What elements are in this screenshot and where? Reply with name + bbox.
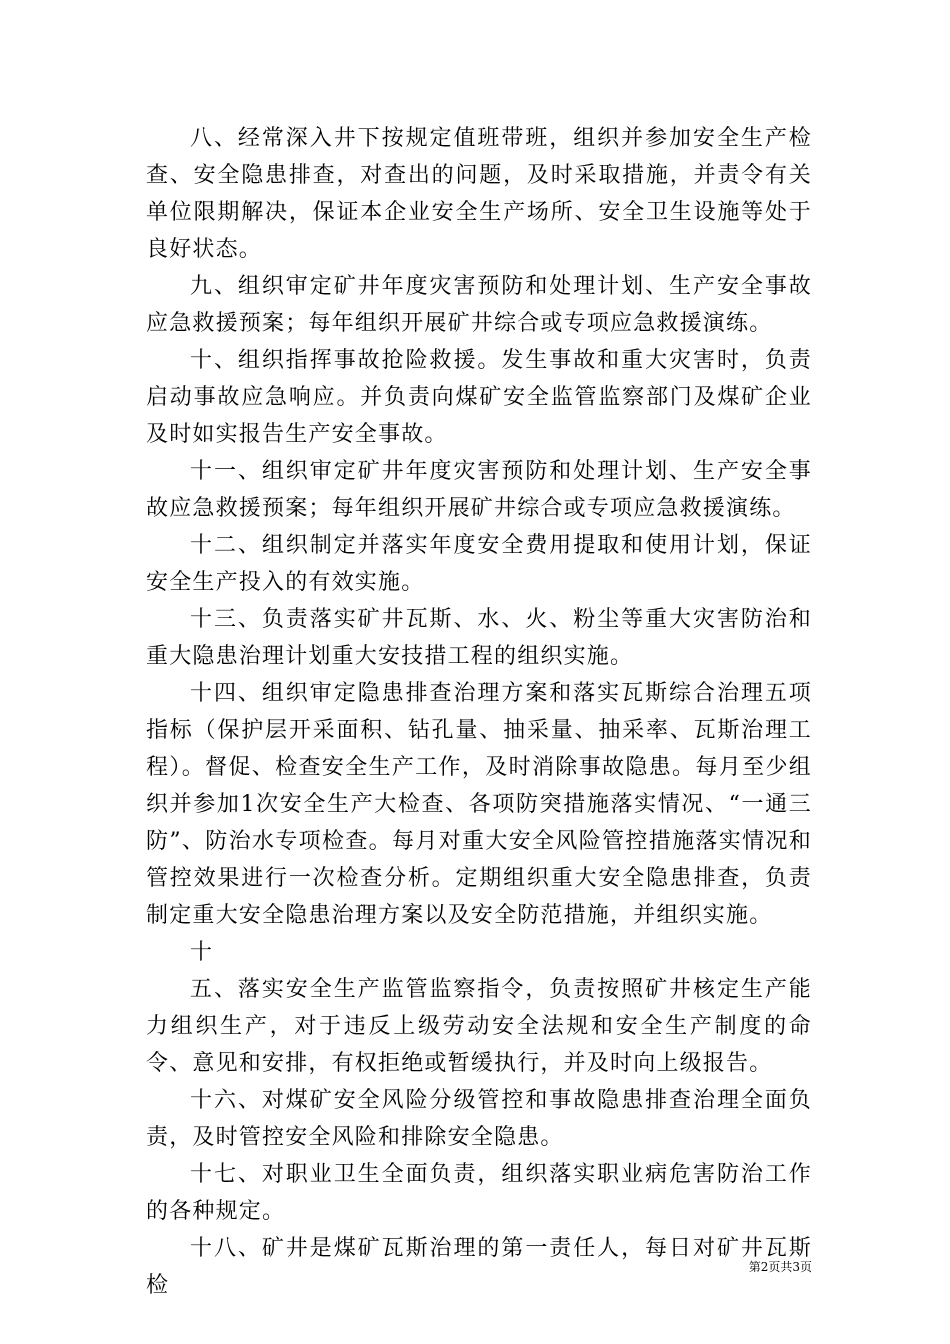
paragraph-15: 五、落实安全生产监管监察指令，负责按照矿井核定生产能力组织生产，对于违反上级劳动安全法规和安全生产制度的命令、意见和安排，有权拒绝或暂缓执行，并及时向上级报告。 <box>146 977 812 1076</box>
paragraph-17: 十七、对职业卫生全面负责，组织落实职业病危害防治工作的各种规定。 <box>146 1162 812 1224</box>
paragraph-16: 十六、对煤矿安全风险分级管控和事故隐患排查治理全面负责，及时管控安全风险和排除安全隐患。 <box>146 1088 812 1150</box>
document-body <box>146 120 812 1304</box>
paragraph-15-fragment: 十 <box>190 940 214 965</box>
paragraph-14: 十四、组织审定隐患排查治理方案和落实瓦斯综合治理五项指标（保护层开采面积、钻孔量、抽采量、抽采率、瓦斯治理工程）。督促、检查安全生产工作，及时消除事故隐患。每月至少组织并参加1次安全生产大检查、各项防突措施落实情况、“一通三防”、防治水专项检查。每月对重大安全风险管控措施落实情况和管控效果进行一次检查分析。定期组织重大安全隐患排查，负责制定重大安全隐患治理方案以及安全防范措施，并组织实施。 <box>146 681 812 928</box>
paragraph-9: 九、组织审定矿井年度灾害预防和处理计划、生产安全事故应急救援预案；每年组织开展矿井综合或专项应急救援演练。 <box>146 274 812 336</box>
page-number-footer: 第2页共3页 <box>748 1260 812 1274</box>
paragraph-8: 八、经常深入井下按规定值班带班，组织并参加安全生产检查、安全隐患排查，对查出的问题，及时采取措施，并责令有关单位限期解决，保证本企业安全生产场所、安全卫生设施等处于良好状态。 <box>146 126 812 262</box>
paragraph-18: 十八、矿井是煤矿瓦斯治理的第一责任人，每日对矿井瓦斯检 <box>146 1236 812 1298</box>
paragraph-13: 十三、负责落实矿井瓦斯、水、火、粉尘等重大灾害防治和重大隐患治理计划重大安技措工程的组织实施。 <box>146 607 812 669</box>
paragraph-11: 十一、组织审定矿井年度灾害预防和处理计划、生产安全事故应急救援预案；每年组织开展矿井综合或专项应急救援演练。 <box>146 459 812 521</box>
paragraph-12: 十二、组织制定并落实年度安全费用提取和使用计划，保证安全生产投入的有效实施。 <box>146 533 812 595</box>
paragraph-10: 十、组织指挥事故抢险救援。发生事故和重大灾害时，负责启动事故应急响应。并负责向煤矿安全监管监察部门及煤矿企业及时如实报告生产安全事故。 <box>146 348 812 447</box>
